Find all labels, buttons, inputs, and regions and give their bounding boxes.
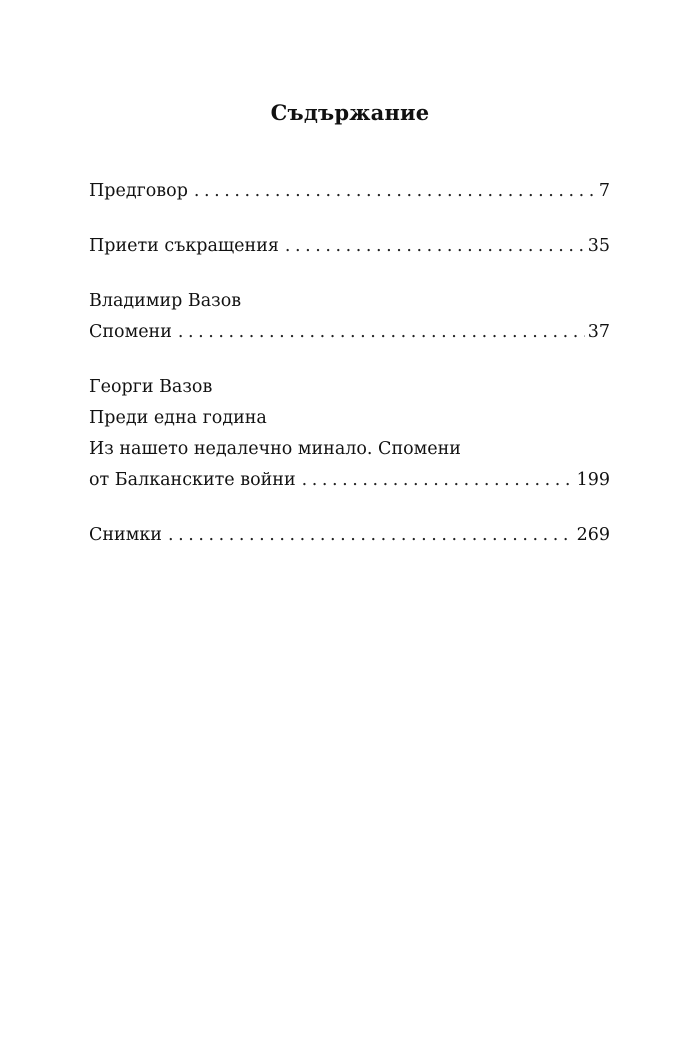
toc-line [89,520,610,551]
toc-entry-subtitle: Преди една година [89,408,267,428]
toc-line [89,317,610,348]
dot-leader [194,176,596,207]
dot-leader [178,317,585,348]
toc-page-number: 37 [587,322,610,342]
toc-entry-vladimir-vazov [89,286,610,348]
toc-entry-title: от Балканските войни [89,470,296,490]
toc-entry-georgi-vazov [89,372,610,496]
dot-leader [302,465,574,496]
toc-line [89,176,610,207]
toc-entry-photos [89,520,610,551]
toc-entry-abbreviations [89,231,610,262]
toc-entry-title: Приети съкращения [89,236,279,256]
toc-line [89,465,610,496]
dot-leader [168,520,574,551]
toc-entry-title: Спомени [89,322,172,342]
toc-title: Съдържание [270,100,430,125]
toc-line [89,231,610,262]
dot-leader [285,231,585,262]
toc-entry-author: Георги Вазов [89,377,213,397]
table-of-contents [89,176,610,575]
toc-entry-title: Предговор [89,181,188,201]
toc-entry-subtitle: Из нашето недалечно минало. Спомени [89,439,461,459]
toc-page-number: 269 [576,525,610,545]
toc-page-number: 7 [598,181,610,201]
toc-entry-preface [89,176,610,207]
toc-entry-author: Владимир Вазов [89,291,242,311]
toc-entry-title: Снимки [89,525,162,545]
toc-page-number: 199 [576,470,610,490]
toc-page-number: 35 [587,236,610,256]
